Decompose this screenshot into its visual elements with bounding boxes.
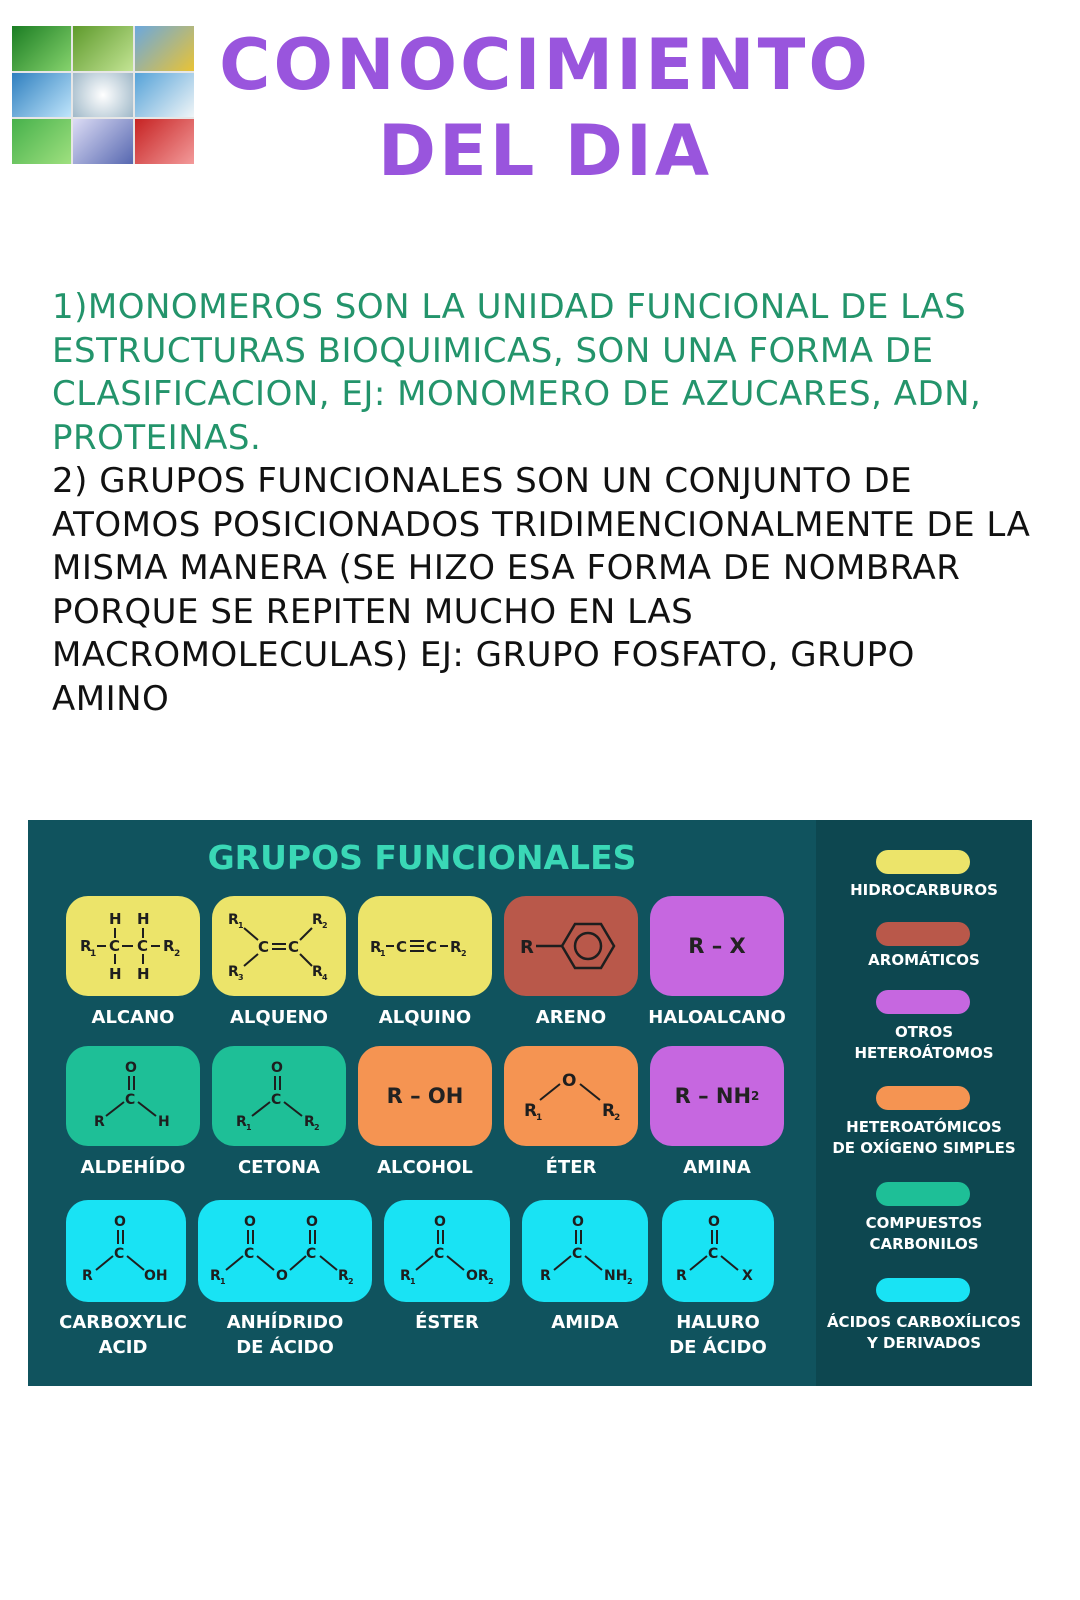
card-areno: [504, 896, 638, 996]
science-collage-icon: [12, 26, 194, 164]
svg-text:C: C: [244, 1246, 255, 1262]
label-alquino: ALQUINO: [378, 1007, 472, 1028]
svg-text:2: 2: [314, 1123, 320, 1132]
infographic-title: GRUPOS FUNCIONALES: [207, 838, 637, 877]
legend-carbonilos-line-2: CARBONILOS: [869, 1235, 979, 1253]
svg-text:R: R: [163, 937, 175, 955]
ester-structure-icon: [384, 1200, 510, 1302]
card-ester: [384, 1200, 510, 1302]
svg-text:R: R: [540, 1268, 551, 1284]
svg-text:2: 2: [627, 1277, 633, 1286]
svg-text:C: C: [306, 1246, 317, 1262]
card-cetona: [212, 1046, 346, 1146]
svg-text:R: R: [400, 1268, 411, 1284]
svg-text:2: 2: [322, 921, 328, 930]
label-alcano: ALCANO: [91, 1007, 175, 1028]
svg-text:C: C: [114, 1246, 125, 1262]
label-haloalcano: HALOALCANO: [648, 1007, 786, 1028]
legend-label-oxigeno: [816, 1117, 1032, 1159]
svg-text:R: R: [236, 1114, 247, 1130]
legend-oxigeno-line-1: HETEROATÓMICOS: [846, 1118, 1002, 1136]
tomato-syringe-icon: [135, 119, 194, 164]
label-alcohol: ALCOHOL: [377, 1157, 473, 1178]
card-alcano: [66, 896, 200, 996]
label-anhidrido-line-2: DE ÁCIDO: [236, 1337, 334, 1358]
card-aldehido: [66, 1046, 200, 1146]
svg-text:2: 2: [174, 949, 181, 959]
svg-text:C: C: [125, 1092, 136, 1108]
card-alqueno: [212, 896, 346, 996]
svg-text:C: C: [137, 937, 149, 955]
svg-text:C: C: [708, 1246, 719, 1262]
label-aldehido: ALDEHÍDO: [80, 1157, 186, 1178]
svg-text:1: 1: [410, 1277, 416, 1286]
plant-icon: [73, 26, 132, 71]
label-ester: ÉSTER: [415, 1312, 479, 1333]
leaf-icon: [12, 26, 71, 71]
carboxylic-acid-structure-icon: [66, 1200, 186, 1302]
svg-text:1: 1: [536, 1113, 543, 1123]
svg-text:R: R: [228, 964, 239, 980]
svg-text:1: 1: [90, 949, 97, 959]
svg-text:R: R: [94, 1114, 105, 1130]
label-amida: AMIDA: [551, 1312, 619, 1333]
svg-text:3: 3: [238, 973, 244, 982]
legend-label-aromaticos: AROMÁTICOS: [868, 951, 980, 969]
svg-text:O: O: [708, 1214, 720, 1230]
svg-text:C: C: [258, 938, 270, 956]
amine-formula: R – NH: [674, 1084, 752, 1108]
svg-text:2: 2: [488, 1277, 494, 1286]
label-amina: AMINA: [683, 1157, 751, 1178]
globe-icon: [12, 73, 71, 118]
test-tube-icon: [73, 119, 132, 164]
svg-text:C: C: [426, 938, 438, 956]
svg-text:O: O: [114, 1214, 126, 1230]
benzene-ring-icon: [504, 896, 638, 996]
label-haluro-line-1: HALURO: [676, 1312, 760, 1333]
label-haluro-line-2: DE ÁCIDO: [669, 1337, 767, 1358]
legend-swatch-carbonilos: [876, 1182, 970, 1206]
svg-text:H: H: [109, 910, 122, 928]
svg-text:2: 2: [614, 1113, 621, 1123]
svg-text:R: R: [312, 964, 323, 980]
svg-text:1: 1: [238, 921, 244, 930]
card-anhidrido: [198, 1200, 372, 1302]
svg-text:H: H: [137, 965, 150, 983]
svg-text:1: 1: [220, 1277, 226, 1286]
svg-text:1: 1: [246, 1123, 252, 1132]
amine-formula-subscript: 2: [751, 1089, 760, 1103]
legend-label-acidos: [816, 1312, 1032, 1354]
alkyne-structure-icon: [358, 896, 492, 996]
svg-text:O: O: [562, 1071, 577, 1091]
alkane-structure-icon: [66, 896, 200, 996]
legend-acidos-line-2: Y DERIVADOS: [866, 1334, 982, 1352]
label-areno: ARENO: [535, 1007, 607, 1028]
svg-text:H: H: [137, 910, 150, 928]
svg-text:C: C: [572, 1246, 583, 1262]
card-amida: [522, 1200, 648, 1302]
svg-text:R: R: [304, 1114, 315, 1130]
svg-text:C: C: [434, 1246, 445, 1262]
svg-text:R: R: [82, 1268, 93, 1284]
legend-label-hidrocarburos: HIDROCARBUROS: [850, 881, 998, 899]
anhydride-structure-icon: [198, 1200, 372, 1302]
card-alquino: [358, 896, 492, 996]
card-amina: [650, 1046, 784, 1146]
svg-text:O: O: [306, 1214, 318, 1230]
label-haluro: [643, 1310, 793, 1360]
ether-structure-icon: [504, 1046, 638, 1146]
label-alqueno: ALQUENO: [230, 1007, 328, 1028]
label-anhidrido: [210, 1310, 360, 1360]
svg-text:C: C: [271, 1092, 282, 1108]
infographic-main: [28, 820, 816, 1386]
svg-text:H: H: [109, 965, 122, 983]
svg-text:2: 2: [348, 1277, 354, 1286]
svg-text:C: C: [288, 938, 300, 956]
label-anhidrido-line-1: ANHÍDRIDO: [226, 1312, 344, 1333]
svg-text:R: R: [228, 912, 239, 928]
legend-otros-line-1: OTROS: [894, 1023, 954, 1041]
svg-text:R: R: [370, 938, 382, 956]
svg-text:R: R: [520, 937, 534, 958]
sprout-icon: [12, 119, 71, 164]
svg-text:NH: NH: [604, 1268, 628, 1284]
paragraph-monomeros: 1)MONOMEROS SON LA UNIDAD FUNCIONAL DE LAS ESTRUCTURAS BIOQUIMICAS, SON UNA FORMA DE CLASIFICACION, EJ: MONOMERO DE AZUCARES, ADN, PROTEINAS.: [52, 287, 982, 458]
svg-text:O: O: [276, 1268, 288, 1284]
card-eter: [504, 1046, 638, 1146]
haloalkane-formula: R – X: [688, 934, 746, 958]
svg-text:O: O: [572, 1214, 584, 1230]
legend-swatch-oxigeno: [876, 1086, 970, 1110]
svg-text:4: 4: [322, 973, 328, 982]
card-haloalcano: [650, 896, 784, 996]
dna-magnifier-icon: [73, 73, 132, 118]
legend-carbonilos-line-1: COMPUESTOS: [865, 1214, 983, 1232]
svg-text:O: O: [125, 1060, 137, 1076]
alkene-structure-icon: [212, 896, 346, 996]
page-title-line-2: DEL DIA: [377, 110, 713, 192]
amide-structure-icon: [522, 1200, 648, 1302]
svg-text:R: R: [602, 1101, 616, 1121]
infographic-legend: [816, 820, 1032, 1386]
svg-text:R: R: [210, 1268, 221, 1284]
acyl-halide-structure-icon: [662, 1200, 774, 1302]
svg-text:C: C: [109, 937, 121, 955]
legend-swatch-acidos: [876, 1278, 970, 1302]
label-cetona: CETONA: [237, 1157, 321, 1178]
svg-text:O: O: [244, 1214, 256, 1230]
flask-icon: [135, 26, 194, 71]
label-eter: ÉTER: [545, 1157, 597, 1178]
aldehyde-structure-icon: [66, 1046, 200, 1146]
svg-text:R: R: [338, 1268, 349, 1284]
svg-text:R: R: [312, 912, 323, 928]
svg-text:C: C: [396, 938, 408, 956]
label-carboxylic-line-2: ACID: [98, 1337, 148, 1358]
svg-text:O: O: [271, 1060, 283, 1076]
legend-acidos-line-1: ÁCIDOS CARBOXÍLICOS: [826, 1313, 1022, 1331]
legend-label-carbonilos: [816, 1213, 1032, 1255]
svg-text:1: 1: [380, 949, 386, 958]
svg-text:2: 2: [461, 949, 467, 958]
svg-text:R: R: [450, 938, 462, 956]
legend-oxigeno-line-2: DE OXÍGENO SIMPLES: [832, 1139, 1016, 1157]
paragraph-grupos-funcionales: 2) GRUPOS FUNCIONALES SON UN CONJUNTO DE ATOMOS POSICIONADOS TRIDIMENCIONALMENTE DE LA MISMA MANERA (SE HIZO ESA FORMA DE NOMBRAR PORQUE SE REPITEN MUCHO EN LAS MACROMOLECULAS) EJ: GRUPO FOSFATO, GRUPO AMINO: [52, 461, 1031, 719]
svg-text:H: H: [158, 1114, 170, 1130]
legend-label-otros: [816, 1022, 1032, 1064]
label-carboxylic-acid: [48, 1310, 198, 1360]
svg-text:R: R: [524, 1101, 538, 1121]
svg-text:R: R: [676, 1268, 687, 1284]
legend-swatch-aromaticos: [876, 922, 970, 946]
svg-text:O: O: [434, 1214, 446, 1230]
alcohol-formula: R – OH: [386, 1084, 464, 1108]
card-haluro: [662, 1200, 774, 1302]
functional-groups-infographic: [28, 820, 1032, 1386]
label-carboxylic-line-1: CARBOXYLIC: [59, 1312, 187, 1333]
legend-otros-line-2: HETEROÁTOMOS: [854, 1044, 994, 1062]
svg-text:R: R: [80, 937, 92, 955]
card-alcohol: [358, 1046, 492, 1146]
svg-text:X: X: [742, 1268, 753, 1284]
page-title-line-1: CONOCIMIENTO: [219, 24, 871, 106]
svg-text:OR: OR: [466, 1268, 489, 1284]
legend-swatch-hidrocarburos: [876, 850, 970, 874]
card-carboxylic-acid: [66, 1200, 186, 1302]
ketone-structure-icon: [212, 1046, 346, 1146]
lab-icon: [135, 73, 194, 118]
legend-swatch-otros: [876, 990, 970, 1014]
svg-text:OH: OH: [144, 1268, 168, 1284]
